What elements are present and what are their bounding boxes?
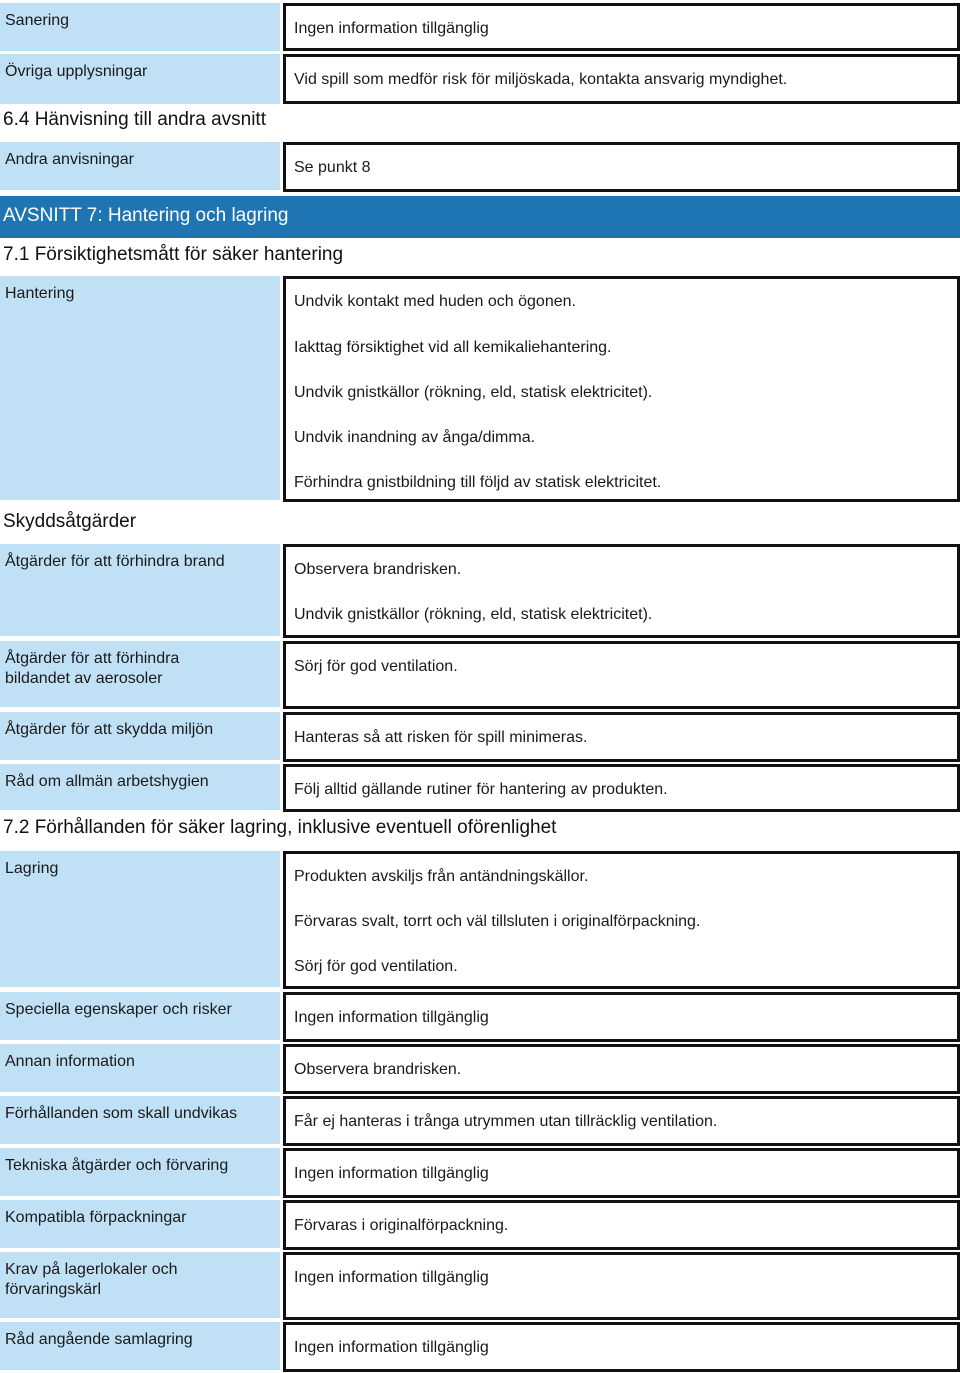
value-text: Får ej hanteras i trånga utrymmen utan tillräcklig ventilation. <box>294 1113 718 1130</box>
line: Sörj för god ventilation. <box>294 958 458 975</box>
line: Produkten avskiljs från antändningskällor. <box>294 868 589 885</box>
value-sanering <box>283 3 960 51</box>
label-tekniska-atgarder: Tekniska åtgärder och förvaring <box>0 1148 280 1196</box>
value-samlagring <box>283 1322 960 1372</box>
value-text: Observera brandrisken. <box>294 1061 462 1078</box>
label-annan-information: Annan information <box>0 1044 280 1092</box>
value-text: Ingen information tillgänglig <box>294 20 489 37</box>
value-lagring <box>283 851 960 989</box>
value-krav-lagerlokaler <box>283 1252 960 1320</box>
label-hantering: Hantering <box>0 276 280 500</box>
label-sanering: Sanering <box>0 3 280 51</box>
value-text: Förvaras i originalförpackning. <box>294 1217 509 1234</box>
value-text: Vid spill som medför risk för miljöskada, kontakta ansvarig myndighet. <box>294 71 788 88</box>
line: Förvaras svalt, torrt och väl tillsluten i originalförpackning. <box>294 913 701 930</box>
value-text: Ingen information tillgänglig <box>294 1009 489 1026</box>
label-lagring: Lagring <box>0 851 280 987</box>
heading-7-2: 7.2 Förhållanden för säker lagring, inklusive eventuell oförenlighet <box>3 817 557 838</box>
value-text: Sörj för god ventilation. <box>294 658 458 675</box>
value-forhallanden <box>283 1096 960 1146</box>
value-text: Ingen information tillgänglig <box>294 1339 489 1356</box>
label-andra-anvisningar: Andra anvisningar <box>0 142 280 190</box>
heading-7-1: 7.1 Försiktighetsmått för säker hantering <box>3 244 344 265</box>
line: Undvik gnistkällor (rökning, eld, statisk elektricitet). <box>294 384 653 401</box>
value-text: Ingen information tillgänglig <box>294 1165 489 1182</box>
value-text: Hanteras så att risken för spill minimeras. <box>294 729 588 746</box>
value-tekniska-atgarder <box>283 1148 960 1198</box>
label-hygien: Råd om allmän arbetshygien <box>0 764 280 810</box>
line: Observera brandrisken. <box>294 561 462 578</box>
label-brand: Åtgärder för att förhindra brand <box>0 544 280 636</box>
value-text: Se punkt 8 <box>294 159 371 176</box>
value-miljo <box>283 712 960 762</box>
value-annan-information <box>283 1044 960 1094</box>
value-brand <box>283 544 960 638</box>
line: Undvik kontakt med huden och ögonen. <box>294 293 576 310</box>
value-aerosoler <box>283 641 960 709</box>
line: Iakttag försiktighet vid all kemikaliehantering. <box>294 339 612 356</box>
label-krav-lagerlokaler: Krav på lagerlokaler och förvaringskärl <box>0 1252 280 1318</box>
value-kompatibla-forpackningar <box>283 1200 960 1250</box>
heading-6-4: 6.4 Hänvisning till andra avsnitt <box>3 109 266 130</box>
line: Förhindra gnistbildning till följd av statisk elektricitet. <box>294 474 662 491</box>
label-forhallanden: Förhållanden som skall undvikas <box>0 1096 280 1144</box>
label-speciella-egenskaper: Speciella egenskaper och risker <box>0 992 280 1040</box>
value-text: Följ alltid gällande rutiner för hantering av produkten. <box>294 781 668 798</box>
value-text: Ingen information tillgänglig <box>294 1269 489 1286</box>
value-speciella-egenskaper <box>283 992 960 1042</box>
value-hygien <box>283 764 960 812</box>
line: Undvik gnistkällor (rökning, eld, statisk elektricitet). <box>294 606 653 623</box>
section-7-title: AVSNITT 7: Hantering och lagring <box>0 196 960 238</box>
label-kompatibla-forpackningar: Kompatibla förpackningar <box>0 1200 280 1248</box>
value-andra-anvisningar <box>283 142 960 192</box>
label-aerosoler: Åtgärder för att förhindra bildandet av aerosoler <box>0 641 280 707</box>
label-ovriga-upplysningar: Övriga upplysningar <box>0 54 280 104</box>
label-samlagring: Råd angående samlagring <box>0 1322 280 1370</box>
label-miljo: Åtgärder för att skydda miljön <box>0 712 280 760</box>
heading-skyddsatgarder: Skyddsåtgärder <box>3 511 137 532</box>
value-ovriga-upplysningar <box>283 54 960 104</box>
line: Undvik inandning av ånga/dimma. <box>294 429 536 446</box>
value-hantering <box>283 276 960 502</box>
